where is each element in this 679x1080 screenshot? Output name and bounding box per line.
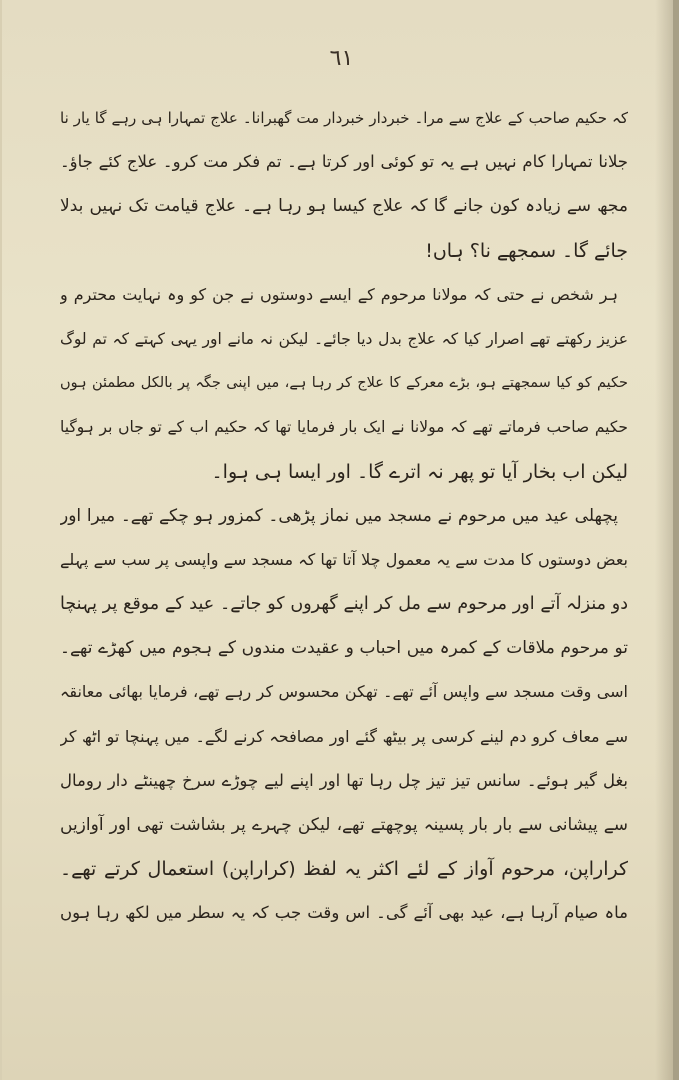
text-line: بغل گیر ہوئے۔ سانس تیز تیز چل رہا تھا اور اپنے لیے چوڑے سرخ چھینٹے دار رومال: [60, 770, 628, 790]
text-line: جائے گا۔ سمجھے نا؟ ہاں!: [425, 239, 628, 262]
text-line: پچھلی عید میں مرحوم نے مسجد میں نماز پڑھی۔ کمزور ہو چکے تھے۔ میرا اور: [60, 505, 618, 526]
text-line: حکیم کو کیا سمجھتے ہو، بڑے معرکے کا علاج کر رہا ہے، میں اپنی جگہ پر بالکل مطمئن ہوں: [60, 375, 628, 392]
text-line: سے معاف کرو دم لینے کرسی پر بیٹھ گئے اور مصافحہ کرنے لگے۔ میں پہنچا تو اٹھ کر: [60, 726, 628, 746]
text-line: جلانا تمہارا کام نہیں ہے یہ تو کوئی اور کرتا ہے۔ تم فکر مت کرو۔ علاج کئے جاؤ۔: [60, 152, 628, 172]
text-line: دو منزلہ آتے اور مرحوم سے مل کر اپنے گھروں کو جاتے۔ عید کے موقع پر پہنچا: [60, 594, 628, 615]
text-line: کہ حکیم صاحب کے علاج سے مرا۔ خبردار خبردار مت گھبرانا۔ علاج تمہارا ہی رہے گا یار نا: [60, 109, 628, 127]
text-line: لیکن اب بخار آیا تو پھر نہ اترے گا۔ اور ایسا ہی ہوا۔: [211, 460, 628, 483]
text-line: اسی وقت مسجد سے واپس آئے تھے۔ تھکن محسوس کر رہے تھے، فرمایا بھائی معانقہ: [60, 682, 628, 702]
text-line: تو مرحوم ملاقات کے کمرہ میں احباب و عقیدت مندوں کے ہجوم میں کھڑے تھے۔: [60, 638, 628, 659]
text-line: عزیز رکھتے تھے اصرار کیا کہ علاج بدل دیا جائے۔ لیکن نہ مانے اور یہی کہتے کہ تم لوگ: [60, 329, 628, 348]
text-line: مجھ سے زیادہ کون جانے گا کہ علاج کیسا ہو رہا ہے۔ علاج قیامت تک نہیں بدلا: [60, 196, 628, 217]
body-text: [60, 96, 628, 936]
text-line: بعض دوستوں کا مدت سے یہ معمول چلا آتا تھا کہ مسجد سے واپسی پر سب سے پہلے: [60, 549, 628, 569]
page-number: ٦١: [329, 46, 354, 71]
text-line: حکیم صاحب فرماتے تھے کہ مولانا نے ایک بار فرمایا تھا کہ حکیم اب کے تو جاں بر ہوگیا: [60, 418, 628, 437]
text-line: کراراپن، مرحوم آواز کے لئے اکثر یہ لفظ (کراراپن) استعمال کرتے تھے۔: [60, 858, 628, 881]
text-line: سے پیشانی سے بار بار پسینہ پوچھتے تھے، لیکن چہرے پر بشاشت تھی اور آوازیں: [60, 815, 628, 835]
text-line: ماہ صیام آرہا ہے، عید بھی آئے گی۔ اس وقت جب کہ یہ سطر میں لکھ رہا ہوں: [60, 903, 628, 923]
page-gutter-shadow: [655, 0, 673, 1080]
text-line: ہر شخص نے حتی کہ مولانا مرحوم کے ایسے دوستوں نے جن کو وہ نہایت محترم و: [60, 284, 618, 304]
